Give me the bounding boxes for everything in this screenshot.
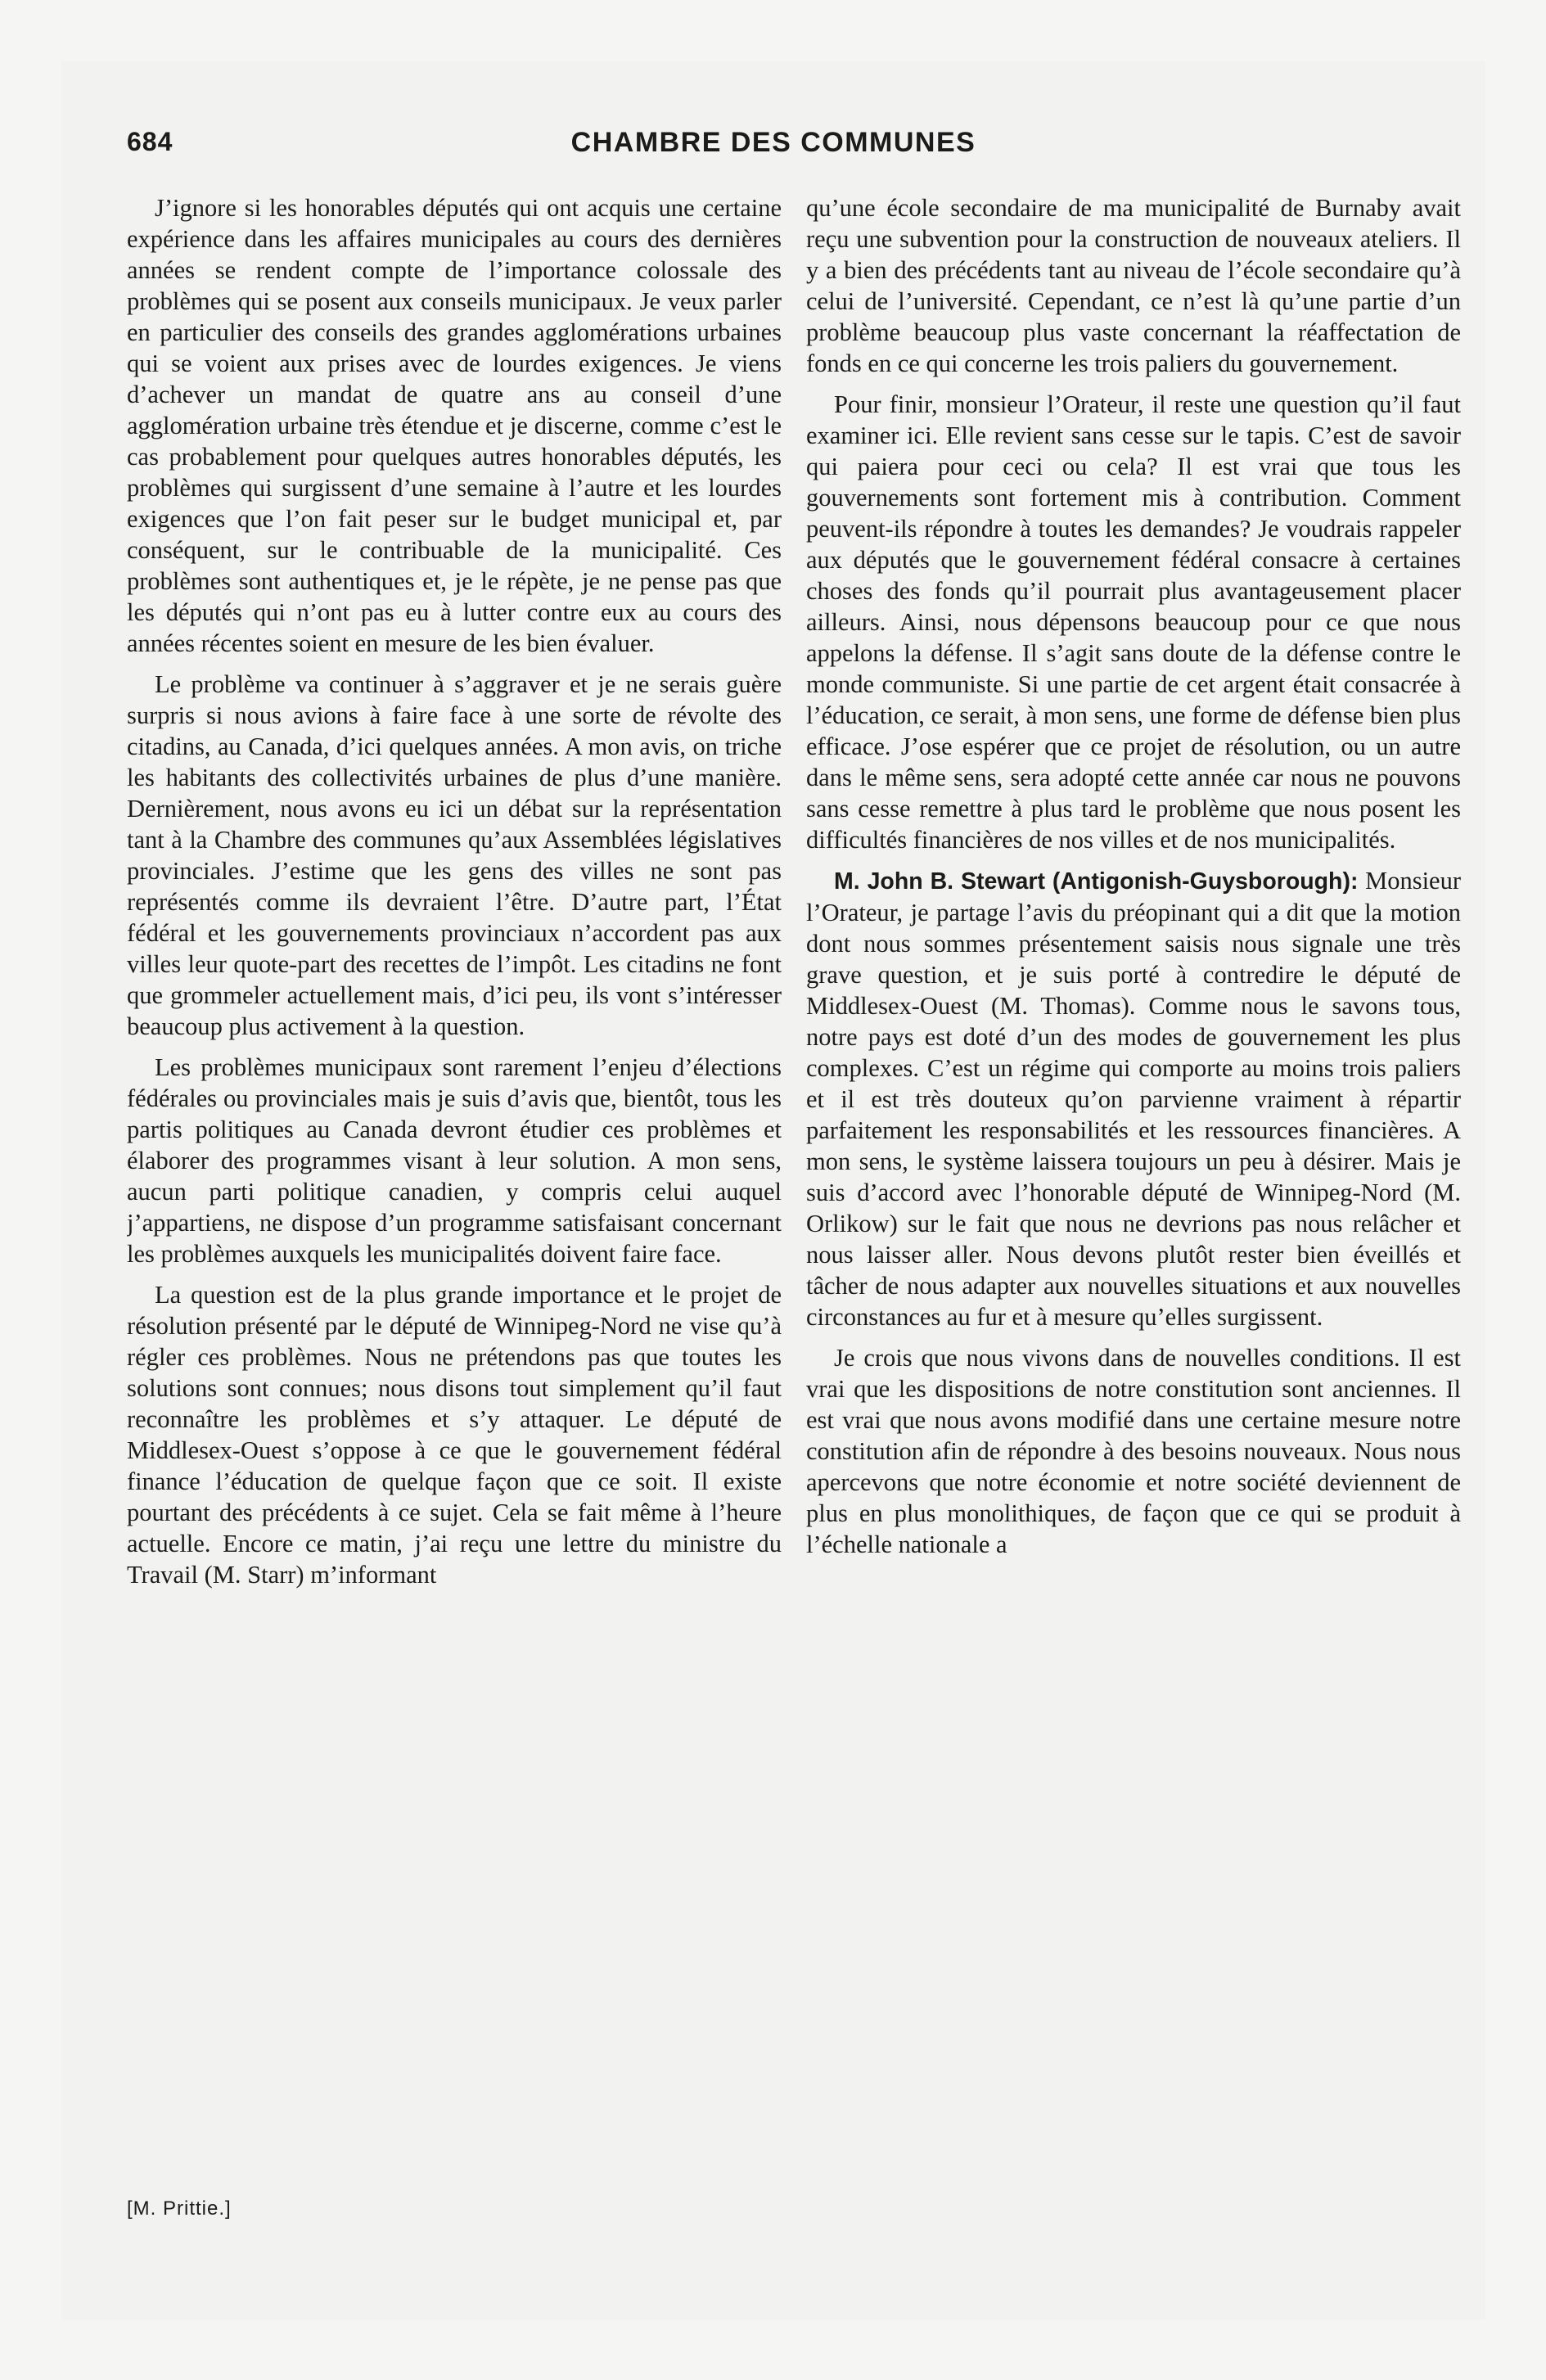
speaker-paragraph xyxy=(806,865,1461,1332)
document-page xyxy=(61,61,1485,2320)
paragraph-continuation: qu’une école secondaire de ma municipalité de Burnaby avait reçu une subvention pour la construction de nouveaux ateliers. Il y a bien des précédents tant au niveau de l’école secondaire qu’à celui de l’université. Cependant, ce n’est là qu’une partie d’un problème beaucoup plus vaste concernant la réaffectation de fonds en ce qui concerne les trois paliers du gouvernement. xyxy=(806,194,1461,377)
paragraph: Le problème va continuer à s’aggraver et je ne serais guère surpris si nous avions à faire face à une sorte de révolte des citadins, au Canada, d’ici quelques années. A mon avis, on triche les habitants des collectivités urbaines de plus d’une manière. Dernièrement, nous avons eu ici un débat sur la représentation tant à la Chambre des communes qu’aux Assemblées législatives provinciales. J’estime que les gens des villes ne sont pas représentés comme ils devraient l’être. D’autre part, l’État fédéral et les gouvernements provinciaux n’accordent pas aux villes leur quote-part des recettes de l’impôt. Les citadins ne font que grommeler actuellement mais, d’ici peu, ils vont s’intéresser beaucoup plus activement à la question. xyxy=(127,670,782,1040)
page-number: 684 xyxy=(127,127,174,156)
paragraph: Je crois que nous vivons dans de nouvelles conditions. Il est vrai que les dispositions de notre constitution sont anciennes. Il est vrai que nous avons modifié dans une certaine mesure notre constitution afin de répondre à des besoins nouveaux. Nous nous apercevons que notre économie et notre société deviennent de plus en plus monolithiques, de façon que ce qui se produit à l’échelle nationale a xyxy=(806,1344,1461,1558)
running-head: CHAMBRE DES COMMUNES xyxy=(570,127,976,158)
speaker-text: Monsieur l’Orateur, je partage l’avis du préopinant qui a dit que la motion dont nous sommes présentement saisis nous signale une très grave question, et je suis porté à contredire le député de Middlesex-Ouest (M. Thomas). Comme nous le savons tous, notre pays est doté d’un des modes de gouvernement les plus complexes. C’est un régime qui comporte au moins trois paliers et il est très douteux qu’on parvienne vraiment à répartir parfaitement les responsabilités et les ressources financières. A mon sens, le système laissera toujours un peu à désirer. Mais je suis d’accord avec l’honorable député de Winnipeg-Nord (M. Orlikow) sur le fait que nous ne devrions pas nous relâcher et nous laisser aller. Nous devons plutôt rester bien éveillés et tâcher de nous adapter aux nouvelles situations et aux nouvelles circonstances au fur et à mesure qu’elles surgissent. xyxy=(806,867,1461,1331)
paragraph: La question est de la plus grande importance et le projet de résolution présenté par le député de Winnipeg-Nord ne vise qu’à régler ces problèmes. Nous ne prétendons pas que toutes les solutions sont connues; nous disons tout simplement qu’il faut reconnaître les problèmes et s’y attaquer. Le député de Middlesex-Ouest s’oppose à ce que le gouvernement fédéral finance l’éducation de quelque façon que ce soit. Il existe pourtant des précédents à ce sujet. Cela se fait même à l’heure actuelle. Encore ce matin, j’ai reçu une lettre du ministre du Travail (M. Starr) m’informant xyxy=(127,1281,782,1589)
speaker-name: M. John B. Stewart (Antigonish-Guysborough): xyxy=(834,868,1359,895)
paragraph: J’ignore si les honorables députés qui ont acquis une certaine expérience dans les affaires municipales au cours des dernières années se rendent compte de l’importance colossale des problèmes qui se posent aux conseils municipaux. Je veux parler en particulier des conseils des grandes agglomérations urbaines qui se voient aux prises avec de lourdes exigences. Je viens d’achever un mandat de quatre ans au conseil d’une agglomération urbaine très étendue et je discerne, comme c’est le cas probablement pour quelques autres honorables députés, les problèmes qui surgissent d’une semaine à l’autre et les lourdes exigences que l’on fait peser sur le budget municipal et, par conséquent, sur le contribuable de la municipalité. Ces problèmes sont authentiques et, je le répète, je ne pense pas que les députés qui n’ont pas eu à lutter contre eux au cours des années récentes soient en mesure de les bien évaluer. xyxy=(127,194,782,657)
footer-label: [M. Prittie.] xyxy=(127,2197,232,2220)
right-column xyxy=(806,192,1461,2189)
paragraph: Pour finir, monsieur l’Orateur, il reste une question qu’il faut examiner ici. Elle revient sans cesse sur le tapis. C’est de savoir qui paiera pour ceci ou cela? Il est vrai que tous les gouvernements sont fortement mis à contribution. Comment peuvent-ils répondre à toutes les demandes? Je voudrais rappeler aux députés que le gouvernement fédéral consacre à certaines choses des fonds qu’il pourrait plus avantageusement placer ailleurs. Ainsi, nous dépensons beaucoup pour ce que nous appelons la défense. Il s’agit sans doute de la défense contre le monde communiste. Si une partie de cet argent était consacrée à l’éducation, ce serait, à mon sens, une forme de défense bien plus efficace. J’ose espérer que ce projet de résolution, ou un autre dans le même sens, sera adopté cette année car nous ne pouvons sans cesse remettre à plus tard le problème que nous posent les difficultés financières de nos villes et de nos municipalités. xyxy=(806,390,1461,854)
left-column xyxy=(127,192,782,2189)
paragraph: Les problèmes municipaux sont rarement l’enjeu d’élections fédérales ou provinciales mais je suis d’avis que, bientôt, tous les partis politiques au Canada devront étudier ces problèmes et élaborer des programmes visant à leur solution. A mon sens, aucun parti politique canadien, y compris celui auquel j’appartiens, ne dispose d’un programme satisfaisant concernant les problèmes auxquels les municipalités doivent faire face. xyxy=(127,1053,782,1268)
page-header xyxy=(127,127,1420,176)
